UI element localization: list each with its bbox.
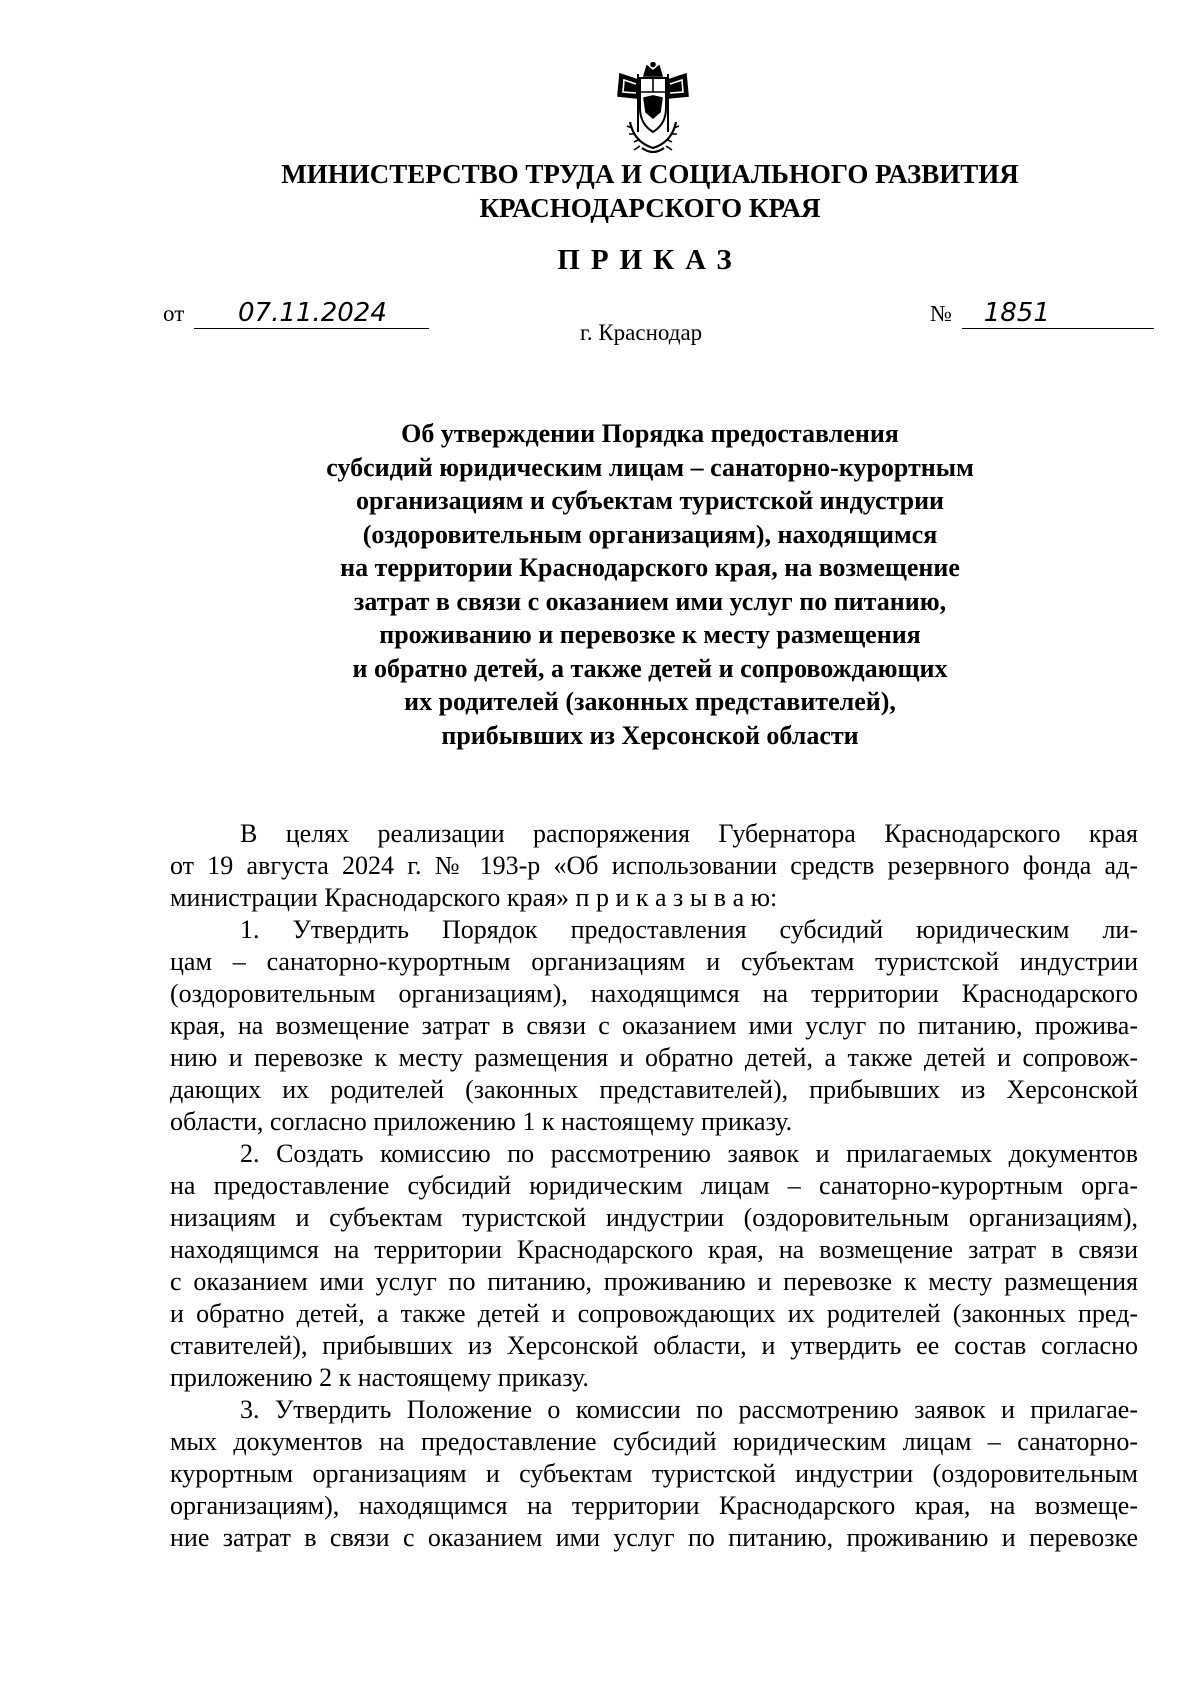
title-line: проживанию и перевозке к месту размещения [379,620,921,649]
date-value: 07.11.2024 [194,298,429,329]
body-line: В целях реализации распоряжения Губернатора Краснодарского края [240,819,1138,848]
body-line: цам – санаторно-курортным организациям и субъектам туристской индустрии [170,947,1138,976]
body-line: курортным организациям и субъектам туристской индустрии (оздоровительным [170,1459,1138,1488]
date-prefix: от [163,301,185,326]
body-line: дающих их родителей (законных представителей), прибывших из Херсонской [170,1075,1138,1104]
body-line: 1. Утвердить Порядок предоставления субсидий юридическим ли- [240,915,1138,944]
ministry-name-line1: МИНИСТЕРСТВО ТРУДА И СОЦИАЛЬНОГО РАЗВИТИЯ [281,159,1019,189]
title-line: субсидий юридическим лицам – санаторно-курортным [326,452,974,482]
title-line: организациям и субъектам туристской индустрии [355,486,945,515]
coat-of-arms-icon [612,62,694,158]
body-line: ставителей), прибывших из Херсонской области, и утвердить ее состав согласно [170,1331,1138,1360]
title-line: прибывших из Херсонской области [441,720,859,750]
title-line: (оздоровительным организациям), находящимся [362,519,938,549]
date-field [163,298,429,329]
body-line: ние затрат в связи с оказанием ими услуг по питанию, проживанию и перевозке [170,1523,1138,1552]
body-line: (оздоровительным организациям), находящимся на территории Краснодарского [170,979,1138,1008]
body-line: находящимся на территории Краснодарского края, на возмещение затрат в связи [170,1235,1138,1264]
body-line: от 19 августа 2024 г. № 193-р «Об использовании средств резервного фонда ад- [170,851,1138,880]
title-line: и обратно детей, а также детей и сопровождающих [352,653,948,683]
ministry-name-line2: КРАСНОДАРСКОГО КРАЯ [479,193,821,223]
body-line: приложению 2 к настоящему приказу. [170,1363,589,1392]
title-line: Об утверждении Порядка предоставления [401,419,899,448]
body-line: 3. Утвердить Положение о комиссии по рассмотрению заявок и прилагае- [240,1395,1138,1424]
body-line: мых документов на предоставление субсидий юридическим лицам – санаторно- [170,1427,1138,1456]
body-line: с оказанием ими услуг по питанию, проживанию и перевозке к месту размещения [170,1267,1138,1296]
document-body [170,818,1138,1554]
body-line: министрации Краснодарского края» п р и к а з ы в а ю: [170,883,778,912]
body-line: организациям), находящимся на территории Краснодарского края, на возмеще- [170,1491,1138,1520]
body-line: нию и перевозке к месту размещения и обратно детей, а также детей и сопровож- [170,1043,1138,1072]
document-type: ПРИКАЗ [557,244,743,276]
number-prefix: № [930,301,952,326]
document-title [200,417,1100,752]
body-line: края, на возмещение затрат в связи с оказанием ими услуг по питанию, прожива- [170,1011,1138,1040]
title-line: затрат в связи с оказанием ими услуг по питанию, [353,586,947,616]
title-line: их родителей (законных представителей), [404,687,896,716]
body-line: области, согласно приложению 1 к настоящему приказу. [170,1107,793,1136]
body-line: на предоставление субсидий юридическим лицам – санаторно-курортным орга- [170,1171,1138,1200]
number-value: 1851 [962,298,1154,329]
body-line: 2. Создать комиссию по рассмотрению заявок и прилагаемых документов [240,1139,1138,1168]
number-field [930,298,1154,329]
title-line: на территории Краснодарского края, на возмещение [340,553,960,582]
body-line: и обратно детей, а также детей и сопровождающих их родителей (законных пред- [170,1299,1138,1328]
body-line: низациям и субъектам туристской индустрии (оздоровительным организациям), [170,1203,1138,1232]
city: г. Краснодар [580,320,703,345]
